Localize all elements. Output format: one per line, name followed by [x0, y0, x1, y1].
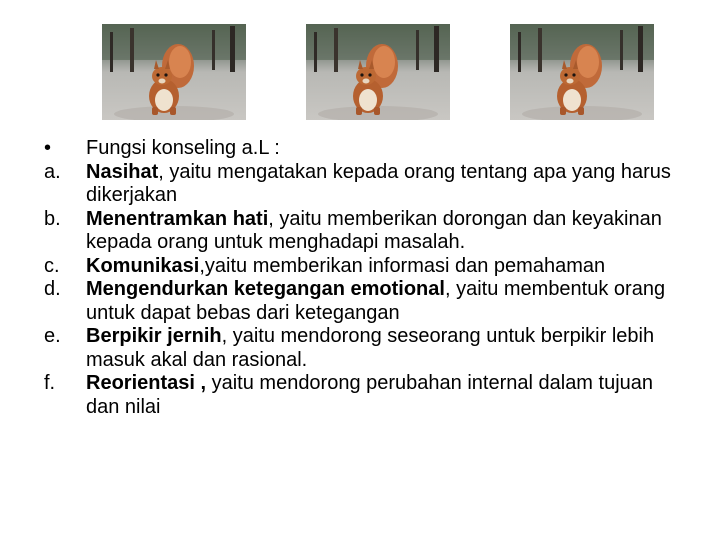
list-item: [40, 372, 690, 419]
squirrel-photo-2: [306, 24, 450, 120]
list-marker: f.: [44, 372, 56, 394]
list-item-text: [86, 208, 690, 255]
list-marker: e.: [44, 325, 61, 347]
item-term: Mengendurkan ketegangan emotional: [86, 278, 445, 300]
counseling-functions-list: [40, 137, 690, 419]
squirrel-photo-1: [102, 24, 246, 120]
list-item-text: [86, 255, 690, 279]
list-marker: b.: [44, 207, 61, 230]
item-term: Nasihat: [86, 160, 159, 183]
item-description: , yaitu memberikan dorongan dan keyakinan kepada orang untuk menghadapi masalah.: [86, 207, 662, 253]
list-marker: d.: [44, 278, 61, 300]
list-item: [40, 278, 690, 325]
item-description: ,yaitu memberikan informasi dan pemahaman: [199, 254, 606, 277]
list-item-text: [86, 325, 690, 372]
list-item-intro: [40, 137, 690, 161]
item-term: Berpikir jernih: [86, 325, 222, 347]
list-marker: a.: [44, 160, 61, 183]
item-description: , yaitu membentuk orang untuk dapat bebas dari ketegangan: [86, 278, 666, 324]
list-item: [40, 208, 690, 255]
item-term: Menentramkan hati: [86, 207, 269, 230]
squirrel-photo-3: [510, 24, 654, 120]
item-term: Reorientasi ,: [86, 372, 207, 394]
list-item: [40, 161, 690, 208]
item-description: , yaitu mengatakan kepada orang tentang apa yang harus dikerjakan: [86, 160, 671, 206]
list-marker: c.: [44, 254, 60, 277]
item-term: Komunikasi: [86, 254, 200, 277]
list-item-text: Fungsi konseling a.L :: [86, 137, 280, 159]
list-item-text: [86, 161, 690, 208]
list-item-text: [86, 278, 690, 325]
item-description: yaitu mendorong perubahan internal dalam tujuan dan nilai: [86, 372, 654, 418]
list-item-text: [86, 372, 690, 419]
list-item: [40, 255, 690, 279]
list-item: [40, 325, 690, 372]
list-bullet: •: [44, 137, 52, 159]
item-description: , yaitu mendorong seseorang untuk berpikir lebih masuk akal dan rasional.: [86, 325, 655, 371]
